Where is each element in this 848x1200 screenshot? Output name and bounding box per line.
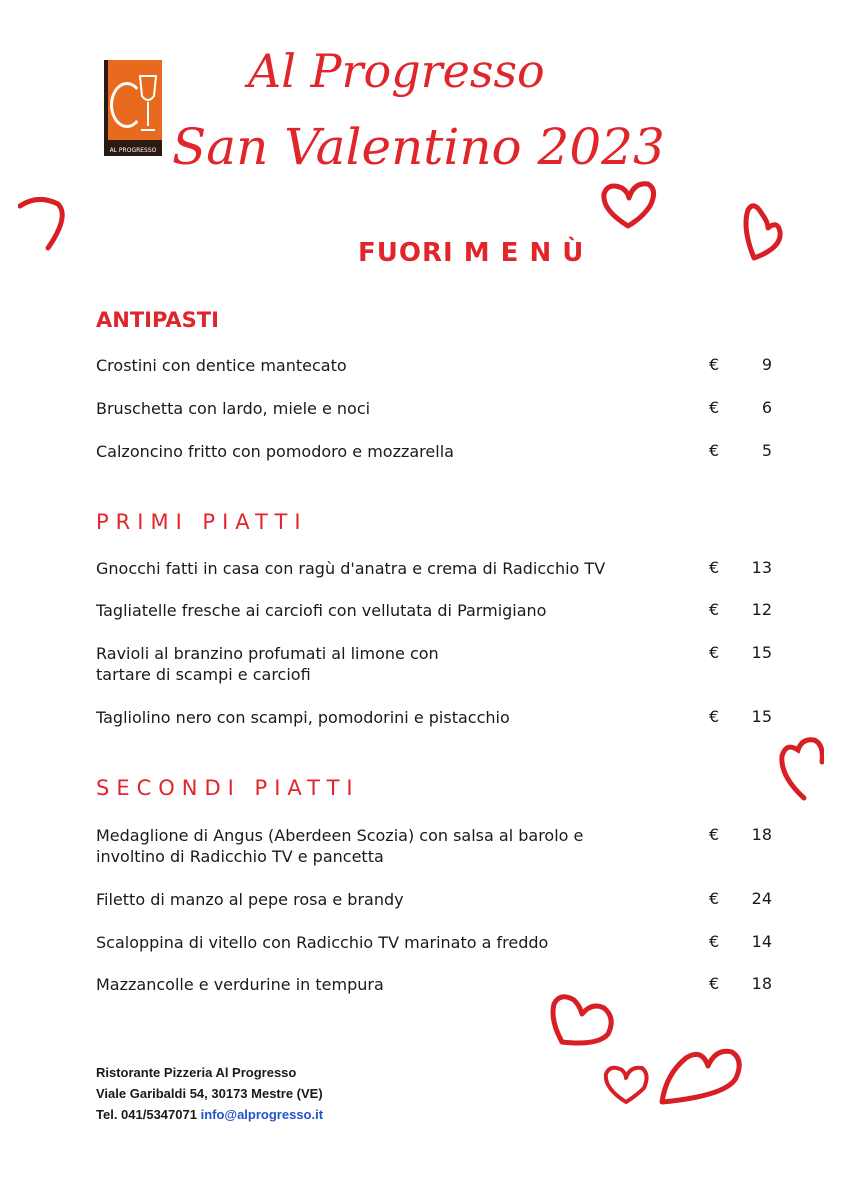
- logo-text: AL PROGRESSO: [109, 147, 157, 154]
- currency-symbol: €: [709, 932, 720, 951]
- menu-item-name: Mazzancolle e verdurine in tempura: [96, 975, 384, 994]
- menu-item-name: Tagliolino nero con scampi, pomodorini e pistacchio: [96, 708, 510, 727]
- restaurant-name: Ristorante Pizzeria Al Progresso: [96, 1065, 297, 1080]
- menu-item-name: Filetto di manzo al pepe rosa e brandy: [96, 890, 404, 909]
- menu-item-price: 18: [751, 825, 772, 844]
- menu-item-price: 15: [751, 707, 772, 726]
- currency-symbol: €: [709, 643, 720, 662]
- currency-symbol: €: [709, 441, 720, 460]
- heart-icon: [598, 180, 660, 232]
- menu-item-price: 24: [751, 889, 772, 908]
- menu-item-price: 9: [761, 355, 772, 374]
- menu-item-price: 5: [761, 441, 772, 460]
- currency-symbol: €: [709, 558, 720, 577]
- heart-icon: [548, 990, 618, 1054]
- currency-symbol: €: [709, 825, 720, 844]
- section-title-secondi: SECONDI PIATTI: [96, 776, 360, 800]
- email-link[interactable]: info@alprogresso.it: [200, 1107, 324, 1122]
- menu-item-name: Tagliatelle fresche ai carciofi con vellutata di Parmigiano: [96, 601, 547, 620]
- menu-item-price: 18: [751, 974, 772, 993]
- menu-subtitle: FUORI M E N Ù: [358, 238, 585, 268]
- heart-icon: [738, 198, 786, 264]
- currency-symbol: €: [709, 600, 720, 619]
- menu-item-name: Bruschetta con lardo, miele e noci: [96, 399, 371, 418]
- contact-line: [96, 1104, 323, 1125]
- glass-icon: [136, 74, 160, 134]
- heart-icon: [18, 196, 68, 256]
- menu-item-name-line2: involtino di Radicchio TV e pancetta: [96, 847, 384, 866]
- restaurant-logo: [104, 60, 162, 156]
- section-title-primi: PRIMI PIATTI: [96, 510, 308, 534]
- menu-item-name: Medaglione di Angus (Aberdeen Scozia) con salsa al barolo e: [96, 826, 584, 845]
- menu-item-price: 6: [761, 398, 772, 417]
- menu-item-name: Crostini con dentice mantecato: [96, 356, 347, 375]
- heart-icon: [600, 1062, 652, 1106]
- menu-item-name: Scaloppina di vitello con Radicchio TV marinato a freddo: [96, 933, 549, 952]
- phone-number: Tel. 041/5347071: [96, 1107, 197, 1122]
- menu-item-name: Calzoncino fritto con pomodoro e mozzarella: [96, 442, 454, 461]
- menu-item-name: Gnocchi fatti in casa con ragù d'anatra e crema di Radicchio TV: [96, 559, 606, 578]
- currency-symbol: €: [709, 889, 720, 908]
- currency-symbol: €: [709, 355, 720, 374]
- currency-symbol: €: [709, 707, 720, 726]
- currency-symbol: €: [709, 398, 720, 417]
- restaurant-contact: [96, 1062, 323, 1125]
- menu-item-name-line2: tartare di scampi e carciofi: [96, 665, 311, 684]
- heart-icon: [776, 732, 824, 804]
- section-title-antipasti: ANTIPASTI: [96, 308, 219, 332]
- currency-symbol: €: [709, 974, 720, 993]
- menu-item-price: 13: [751, 558, 772, 577]
- menu-item-name: Ravioli al branzino profumati al limone con: [96, 644, 439, 663]
- event-title: San Valentino 2023: [172, 118, 665, 176]
- menu-item-price: 12: [751, 600, 772, 619]
- heart-icon: [656, 1044, 746, 1110]
- menu-item-price: 14: [751, 932, 772, 951]
- restaurant-title: Al Progresso: [248, 44, 545, 98]
- restaurant-address: Viale Garibaldi 54, 30173 Mestre (VE): [96, 1086, 323, 1101]
- menu-item-price: 15: [751, 643, 772, 662]
